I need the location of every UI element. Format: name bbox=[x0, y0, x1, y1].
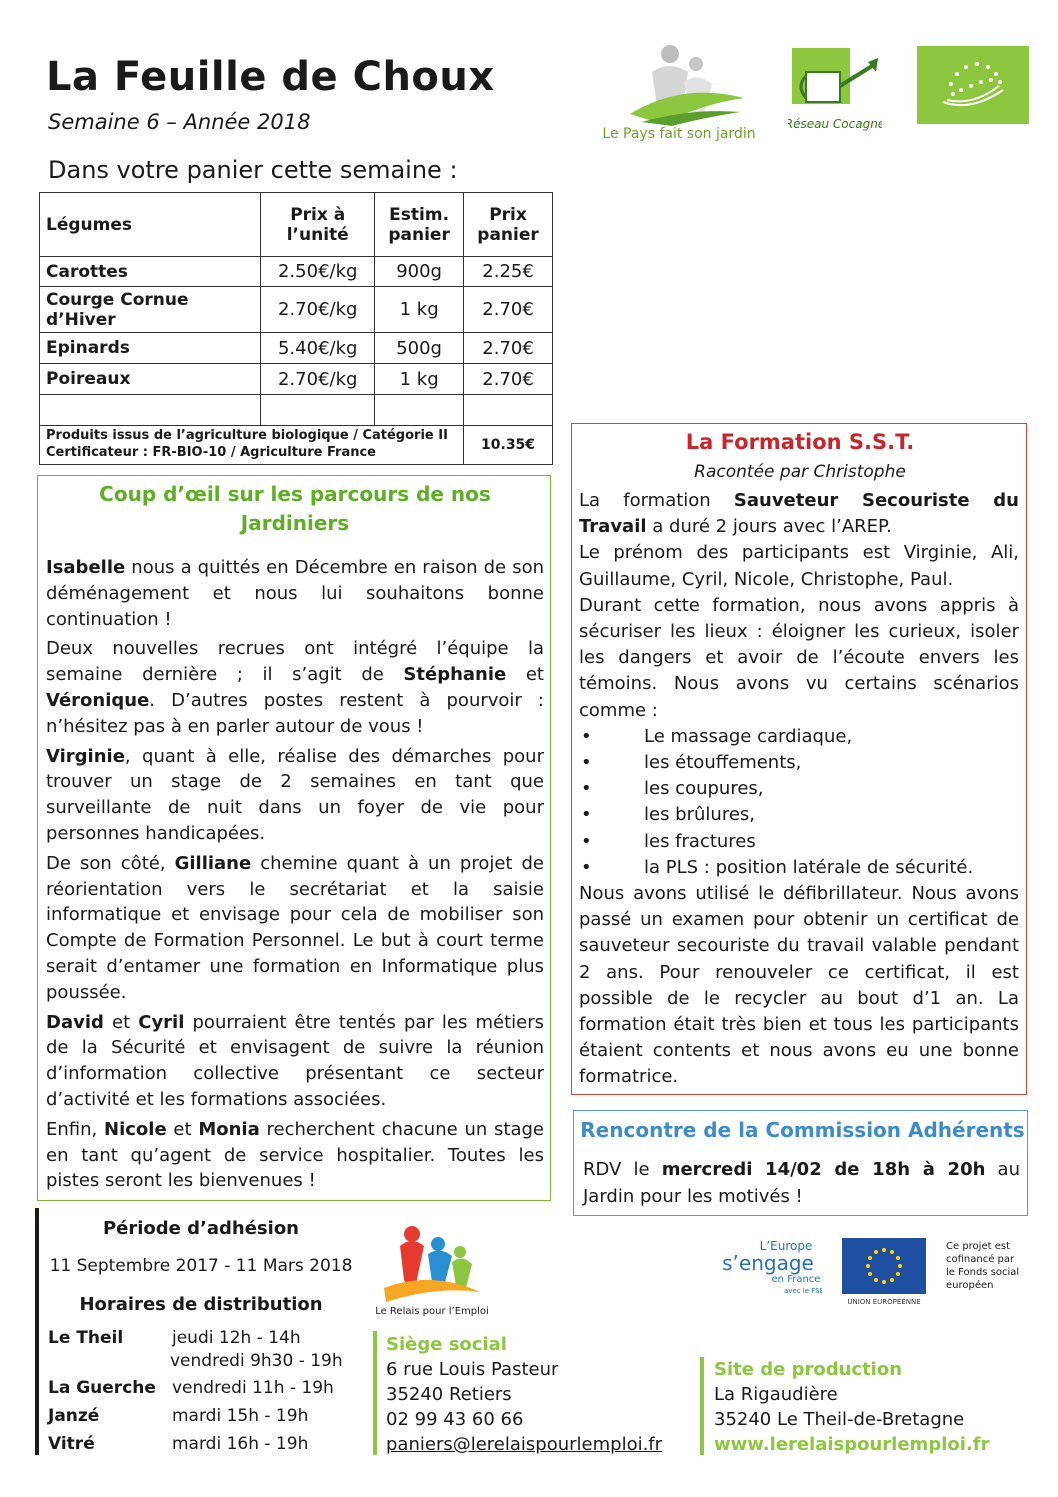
paragraph: Virginie, quant à elle, réalise des démarches pour trouver un stage de 2 semaines en tant que surveillante de nuit dans un foyer de vie pour personnes handicapées. bbox=[46, 745, 544, 844]
veg-name: Carottes bbox=[40, 257, 261, 287]
sst-text bbox=[579, 488, 1019, 1091]
reseau-cocagne-logo bbox=[788, 46, 882, 136]
unit-price: 2.70€/kg bbox=[261, 287, 375, 333]
person-name: Isabelle bbox=[46, 557, 126, 578]
relais-people-icon bbox=[376, 1222, 486, 1306]
header-basket-price: Prix panier bbox=[464, 193, 553, 257]
commission-text: RDV le mercredi 14/02 de 18h à 20h au Jardin pour les motivés ! bbox=[583, 1159, 1020, 1207]
relais-emploi-logo bbox=[375, 1222, 489, 1318]
eurofeuille-icon bbox=[917, 46, 1029, 124]
page-subtitle: Semaine 6 – Année 2018 bbox=[48, 110, 311, 134]
site-name: La Rigaudière bbox=[714, 1384, 838, 1405]
paragraph: La formation Sauveteur Secouriste du Travail a duré 2 jours avec l’AREP. bbox=[579, 490, 1019, 538]
table-row bbox=[40, 287, 553, 333]
site-heading: Site de production bbox=[714, 1359, 903, 1380]
svg-text:UNION EUROPÉENNE: UNION EUROPÉENNE bbox=[847, 1298, 921, 1306]
table-header-row bbox=[40, 193, 553, 257]
basket-heading: Dans votre panier cette semaine : bbox=[48, 156, 458, 184]
paragraph: Isabelle nous a quittés en Décembre en raison de son déménagement et nous lui souhaitons bonne continuation ! bbox=[46, 557, 544, 630]
eu-flag-icon bbox=[842, 1238, 926, 1306]
siege-phone: 02 99 43 60 66 bbox=[386, 1409, 524, 1430]
paragraph: Nous avons utilisé le défibrillateur. Nous avons passé un examen pour obtenir un certificat de sauveteur secouriste du travail valable pendant 2 ans. Pour renouveler ce certificat, il est possible de le recycler au bout d’1 an. La formation était très bien et tous les participants étaient contents et nous avons eu une bonne formatrice. bbox=[579, 883, 1019, 1088]
header-legumes: Légumes bbox=[40, 193, 261, 257]
sst-subtitle: Racontée par Christophe bbox=[694, 462, 906, 482]
list-item: • Le massage cardiaque, bbox=[579, 724, 1019, 750]
unit-price: 5.40€/kg bbox=[261, 333, 375, 364]
pays-jardin-caption: Le Pays fait son jardin bbox=[602, 126, 756, 142]
person-name: Gilliane bbox=[174, 852, 252, 874]
table-row-empty bbox=[40, 395, 553, 426]
siege-heading: Siège social bbox=[386, 1334, 507, 1355]
estimate: 1 kg bbox=[375, 287, 464, 333]
paragraph: Le prénom des participants est Virginie, Ali, Guillaume, Cyril, Nicole, Christophe, Paul. bbox=[579, 542, 1019, 590]
basket-table bbox=[39, 192, 553, 465]
paragraph: Enfin, Nicole et Monia recherchent chacune un stage en tant qu’agent de service hospitalier. Toutes les pistes seront les bienvenues ! bbox=[46, 1118, 544, 1192]
adhesion-heading: Période d’adhésion bbox=[102, 1218, 299, 1239]
veg-name: Poireaux bbox=[40, 364, 261, 395]
unit-price: 2.50€/kg bbox=[261, 257, 375, 287]
jardiniers-text bbox=[46, 555, 544, 1198]
watering-can-icon bbox=[788, 46, 882, 136]
table-footer-row bbox=[40, 426, 553, 465]
jardiniers-title: Coup d’œil sur les parcours de nos Jardiniers bbox=[99, 482, 491, 535]
scenario-list bbox=[579, 724, 1019, 881]
sst-title: La Formation S.S.T. bbox=[685, 430, 915, 454]
people-logo-icon bbox=[612, 42, 752, 126]
paragraph: David et Cyril pourraient être tentés par les métiers de la Sécurité et envisagent de suivre la réunion d’information collective présentant ce secteur d’activité et les formations associées. bbox=[46, 1011, 545, 1110]
person-name: David bbox=[46, 1011, 104, 1033]
website-link[interactable]: www.lerelaispourlemploi.fr bbox=[714, 1434, 990, 1455]
divider bbox=[373, 1331, 377, 1455]
estimate: 500g bbox=[375, 333, 464, 364]
paragraph: De son côté, Gilliane chemine quant à un projet de réorientation vers le secrétariat et la saisie informatique et envisage pour cela de mobiliser son Compte de Formation Personnel. Le but à court terme serait d’entamer une formation en Informatique plus poussée. bbox=[46, 852, 544, 1003]
organic-note-line2: Certificateur : FR-BIO-10 / Agriculture France bbox=[46, 444, 376, 460]
person-name: Stéphanie bbox=[403, 664, 507, 686]
schedule-heading: Horaires de distribution bbox=[79, 1294, 323, 1315]
email-link[interactable]: paniers@lerelaispourlemploi.fr bbox=[386, 1434, 663, 1455]
person-name: Virginie bbox=[46, 745, 125, 767]
svg-text:en France: en France bbox=[771, 1274, 821, 1285]
europe-engage-logo bbox=[716, 1238, 822, 1296]
eu-flag-logo bbox=[842, 1238, 926, 1306]
table-row bbox=[40, 257, 553, 287]
basket-price: 2.70€ bbox=[464, 364, 553, 395]
svg-text:L’Europe: L’Europe bbox=[759, 1239, 813, 1253]
paragraph: Deux nouvelles recrues ont intégré l’équipe la semaine dernière ; il s’agit de Stéphanie et Véronique. D’autres postes restent à pourvoir : n’hésitez pas à en parler autour de vous ! bbox=[46, 638, 544, 737]
siege-city: 35240 Retiers bbox=[386, 1384, 512, 1405]
svg-text:avec le FSE: avec le FSE bbox=[783, 1287, 822, 1295]
svg-text:s’engage: s’engage bbox=[722, 1251, 814, 1275]
header-estimate: Estim. panier bbox=[375, 193, 464, 257]
person-name: Monia bbox=[198, 1118, 260, 1140]
veg-name: Courge Cornue d’Hiver bbox=[40, 287, 261, 333]
basket-total: 10.35€ bbox=[464, 426, 553, 465]
eu-organic-logo bbox=[917, 46, 1029, 124]
person-name: Nicole bbox=[104, 1118, 167, 1140]
estimate: 900g bbox=[375, 257, 464, 287]
adhesion-dates: 11 Septembre 2017 - 11 Mars 2018 bbox=[49, 1256, 353, 1276]
cocagne-caption: Réseau Cocagne bbox=[788, 117, 882, 131]
list-item: • les brûlures, bbox=[579, 802, 1019, 828]
basket-price: 2.70€ bbox=[464, 287, 553, 333]
person-name: Cyril bbox=[138, 1011, 185, 1033]
basket-price: 2.70€ bbox=[464, 333, 553, 364]
table-row bbox=[40, 333, 553, 364]
divider bbox=[35, 1208, 39, 1455]
paragraph: Durant cette formation, nous avons appris à sécuriser les lieux : éloigner les curieux, isoler les dangers et avoir de l’écoute envers les témoins. Nous avons vu certains scénarios comme : bbox=[579, 594, 1019, 721]
list-item: • les fractures bbox=[579, 829, 1019, 855]
estimate: 1 kg bbox=[375, 364, 464, 395]
basket-price: 2.25€ bbox=[464, 257, 553, 287]
list-item: • la PLS : position latérale de sécurité. bbox=[579, 855, 1019, 881]
pays-jardin-logo bbox=[602, 42, 756, 146]
divider bbox=[700, 1357, 704, 1455]
veg-name: Epinards bbox=[40, 333, 261, 364]
relais-caption: Le Relais pour l’Emploi bbox=[375, 1306, 489, 1317]
organic-note-line1: Produits issus de l’agriculture biologique / Catégorie II bbox=[46, 428, 448, 443]
page-title: La Feuille de Choux bbox=[46, 54, 495, 100]
europe-engage-icon bbox=[716, 1238, 822, 1296]
site-city: 35240 Le Theil-de-Bretagne bbox=[714, 1409, 965, 1430]
eu-cofinance-note: Ce projet est cofinancé par le Fonds social européen bbox=[946, 1241, 1020, 1291]
table-row bbox=[40, 364, 553, 395]
siege-street: 6 rue Louis Pasteur bbox=[386, 1359, 559, 1380]
commission-title: Rencontre de la Commission Adhérents bbox=[580, 1118, 1025, 1142]
list-item: • les coupures, bbox=[579, 776, 1019, 802]
unit-price: 2.70€/kg bbox=[261, 364, 375, 395]
person-name: Véronique bbox=[46, 689, 150, 711]
header-unit-price: Prix à l’unité bbox=[261, 193, 375, 257]
list-item: • les étouffements, bbox=[579, 750, 1019, 776]
organic-note bbox=[40, 426, 464, 465]
